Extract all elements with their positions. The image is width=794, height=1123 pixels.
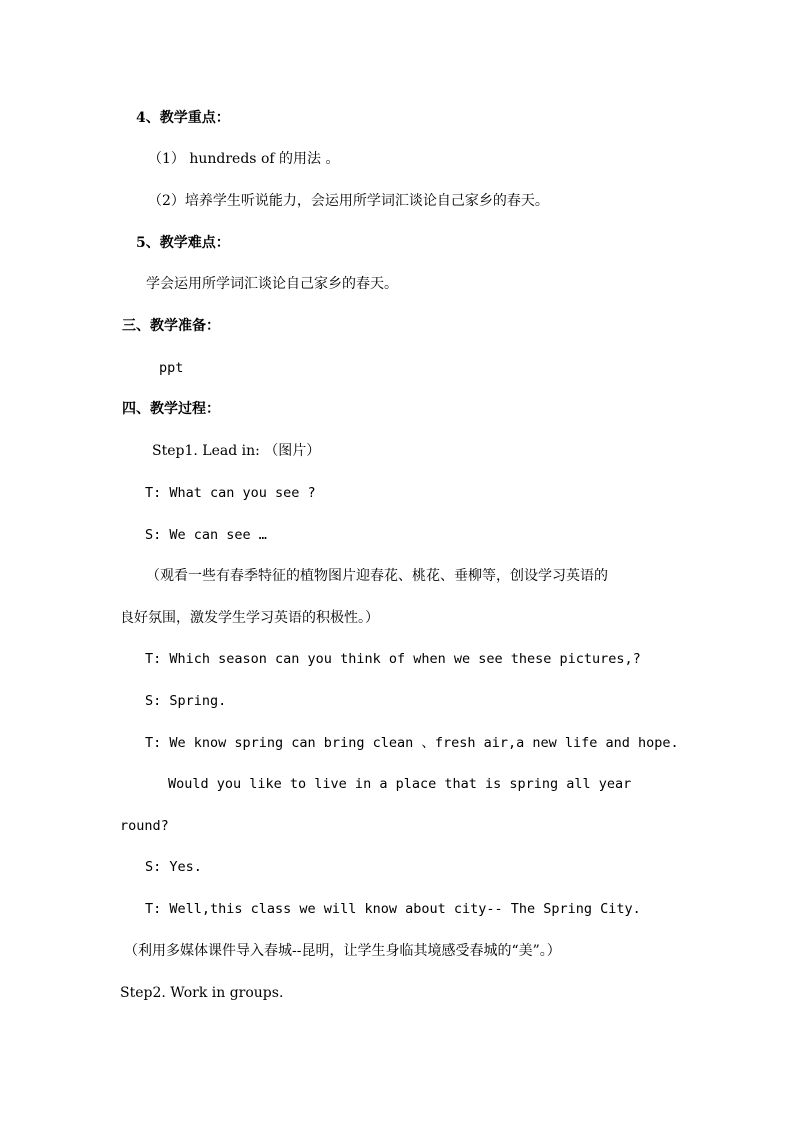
key-point-2: （2）培养学生听说能力，会运用所学词汇谈论自己家乡的春天。 <box>148 193 549 209</box>
section4-heading: 4、教学重点： <box>136 110 230 126</box>
dialogue-line: S: We can see … <box>145 527 267 543</box>
note-paragraph-line: （观看一些有春季特征的植物图片迎春花、桃花、垂柳等，创设学习英语的 <box>146 568 608 584</box>
dialogue-line: round? <box>120 818 169 834</box>
dialogue-line: S: Yes. <box>145 859 202 875</box>
step1-heading: Step1. Lead in: （图片） <box>152 443 321 459</box>
dialogue-line: S: Spring. <box>145 693 227 709</box>
key-point-1: （1） hundreds of 的用法 。 <box>148 151 340 167</box>
process-heading: 四、教学过程： <box>122 401 220 417</box>
dialogue-line: Would you like to live in a place that is spring all year <box>168 776 632 792</box>
note-paragraph-line: （利用多媒体课件导入春城--昆明，让学生身临其境感受春城的“美”。） <box>124 943 561 959</box>
difficulty-text: 学会运用所学词汇谈论自己家乡的春天。 <box>146 276 398 292</box>
dialogue-line: T: We know spring can bring clean 、fresh air,a new life and hope. <box>145 735 679 751</box>
prep-heading: 三、教学准备： <box>122 318 220 334</box>
dialogue-line: T: Well,this class we will know about city-- The Spring City. <box>145 901 641 917</box>
dialogue-line: T: Which season can you think of when we see these pictures,? <box>145 651 641 667</box>
dialogue-line: T: What can you see ? <box>145 485 316 501</box>
prep-item: ppt <box>159 360 184 376</box>
note-paragraph-line: 良好氛围，激发学生学习英语的积极性。） <box>120 610 379 626</box>
section5-heading: 5、教学难点： <box>136 235 230 251</box>
step2-heading: Step2. Work in groups. <box>120 985 284 1001</box>
